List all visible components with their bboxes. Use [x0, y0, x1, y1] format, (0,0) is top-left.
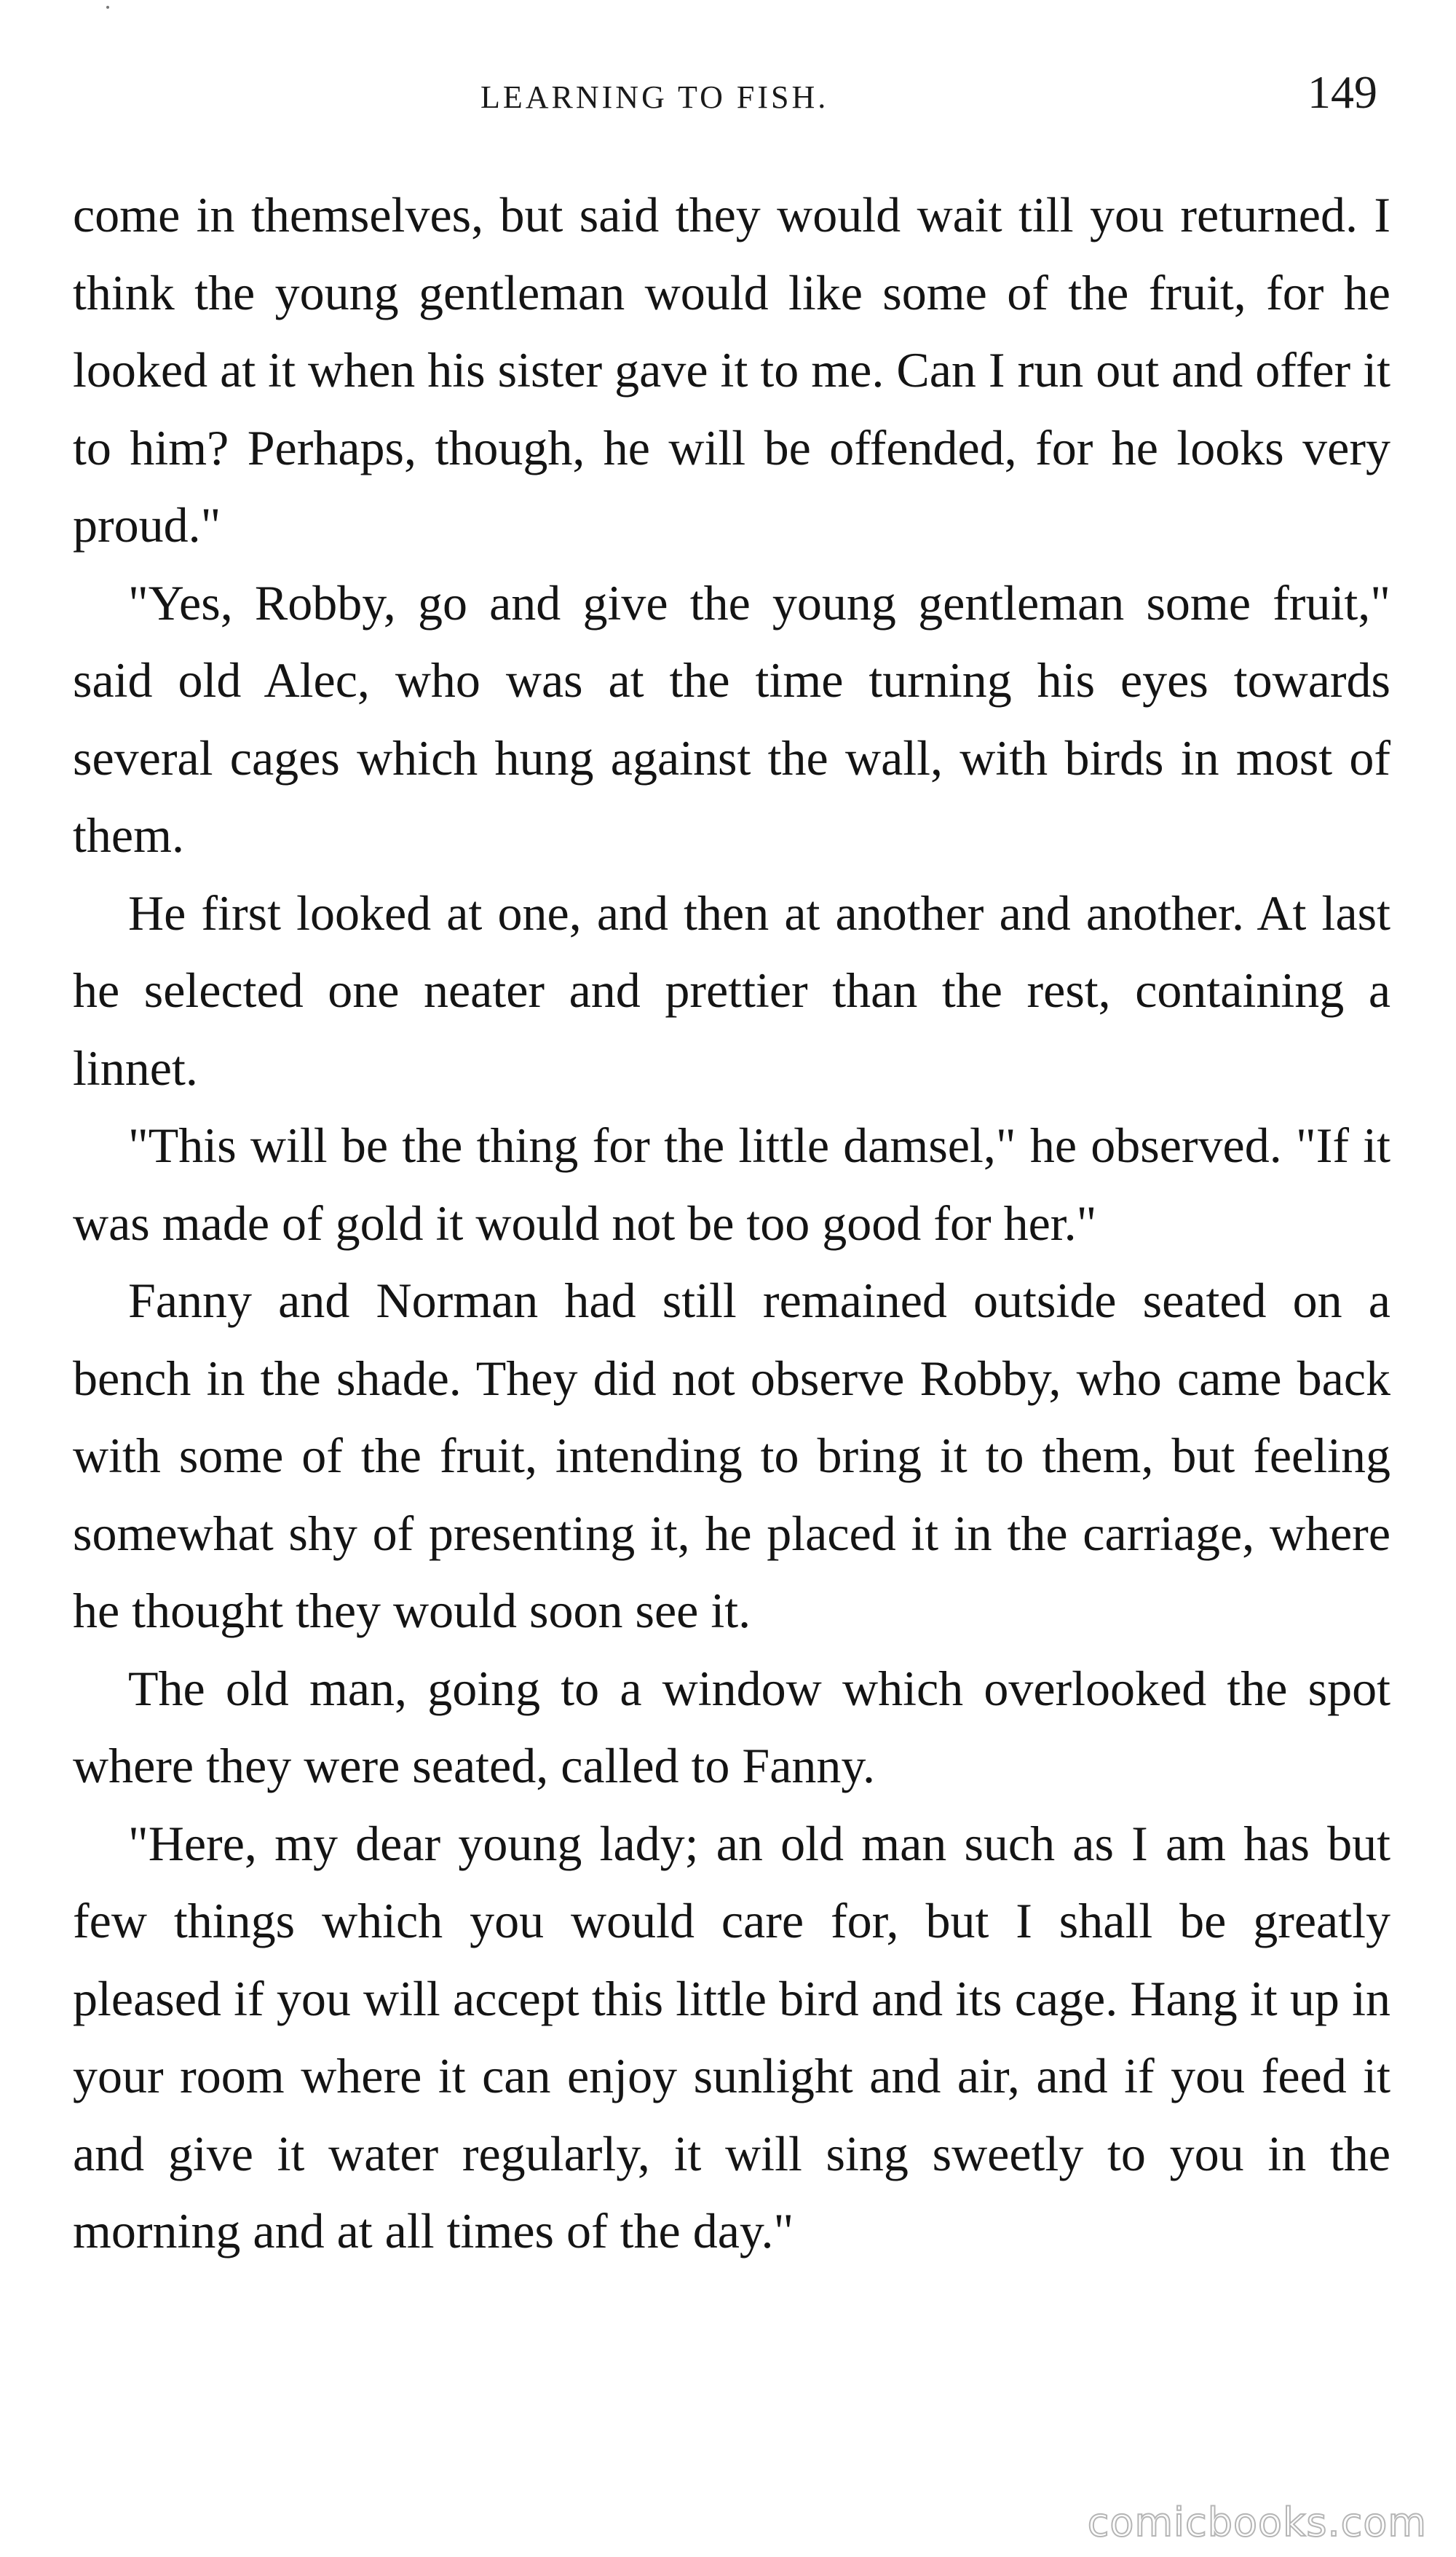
paragraph: "This will be the thing for the little damsel," he observed. "If it was made of gold it would not be too good for her.": [73, 1118, 1390, 1251]
paragraph: He first looked at one, and then at another and another. At last he selected one neater and prettier than the rest, containing a linnet.: [73, 885, 1390, 1096]
watermark: comicbooks.com: [1087, 2499, 1427, 2545]
paragraph: Fanny and Norman had still remained outside seated on a bench in the shade. They did not observe Robby, who came back with some of the fruit, intending to bring it to them, but feeling somewhat shy of presenting it, he placed it in the carriage, where he thought they would soon see it.: [73, 1273, 1390, 1638]
running-head: LEARNING TO FISH.: [480, 79, 829, 115]
paragraph: "Here, my dear young lady; an old man such as I am has but few things which you would care for, but I shall be greatly pleased if you will accept this little bird and its cage. Hang it up in your room where it can enjoy sunlight and air, and if you feed it and give it water regularly, it will sing sweetly to you in the morning and at all times of the day.": [73, 1815, 1390, 2258]
paragraph: The old man, going to a window which overlooked the spot where they were seated, called to Fanny.: [73, 1660, 1390, 1793]
paragraph: come in themselves, but said they would wait till you returned. I think the young gentleman would like some of the fruit, for he looked at it when his sister gave it to me. Can I run out and offer it to him? Perhaps, though, he will be offended, for he looks very proud.": [73, 187, 1390, 553]
page-body: [73, 176, 1390, 2270]
paragraph: "Yes, Robby, go and give the young gentleman some fruit," said old Alec, who was at the time turning his eyes towards several cages which hung against the wall, with birds in most of them.: [73, 574, 1390, 863]
page-number: 149: [1307, 66, 1377, 118]
page-header: [0, 66, 1456, 131]
print-speck: [106, 6, 109, 9]
